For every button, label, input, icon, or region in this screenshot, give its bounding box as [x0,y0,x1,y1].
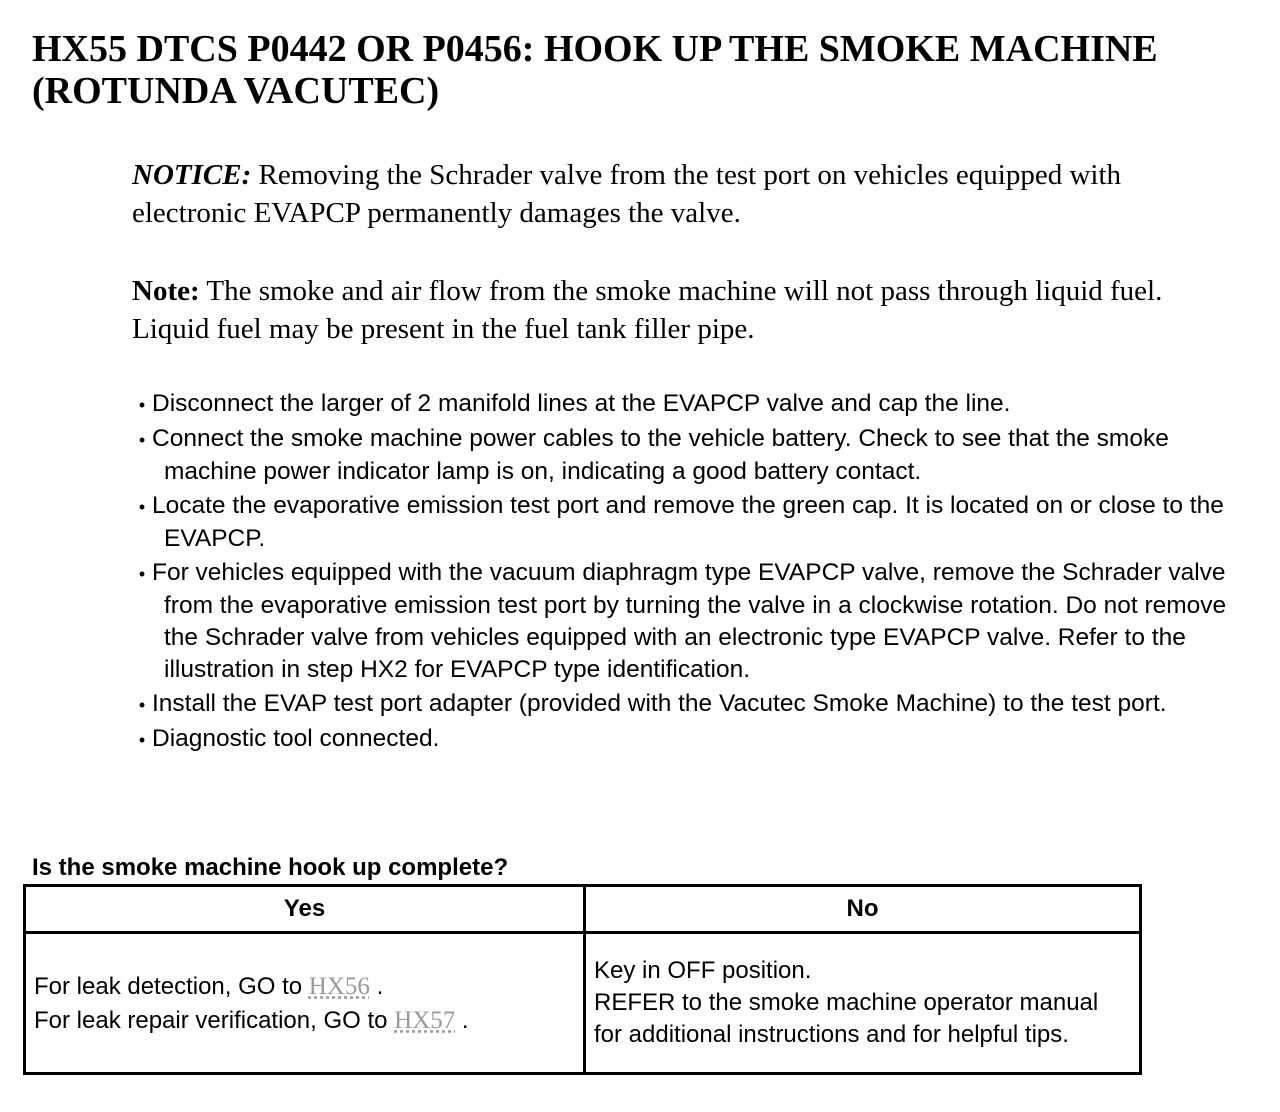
table-header-row [25,886,1141,933]
step-item [112,688,1242,721]
step-text: Install the EVAP test port adapter (provided with the Vacutec Smoke Machine) to the test port. [152,690,1167,717]
yes-header: Yes [25,886,585,933]
yes-line-2-text: For leak repair verification, GO to [34,1007,395,1034]
page-title-line-2: (ROTUNDA VACUTEC) [32,70,440,112]
yes-line-1-text: For leak detection, GO to [34,973,309,1000]
hx56-link[interactable]: HX56 [308,973,370,1000]
bullet-icon: • [138,395,146,415]
no-line-1: Key in OFF position. [594,957,812,984]
hx57-link[interactable]: HX57 [394,1007,456,1034]
step-text: Diagnostic tool connected. [152,725,440,752]
step-text: For vehicles equipped with the vacuum diaphragm type EVAPCP valve, remove the Schrader valve from the evaporative emission test port by turning the valve in a clockwise rotation. Do not remove the Schrader valve from vehicles equipped with an electronic type EVAPCP valve. Refer to the illustration in step HX2 for EVAPCP type identification. [152,559,1227,683]
step-item [112,388,1242,421]
yes-line-1-suffix: . [369,973,384,1000]
step-item [112,557,1242,686]
bullet-icon: • [138,695,146,715]
yes-cell [25,933,585,1074]
yes-line-2 [34,1003,575,1037]
no-cell [585,933,1141,1074]
step-text: Locate the evaporative emission test port and remove the green cap. It is located on or close to the EVAPCP. [152,492,1224,552]
bullet-icon: • [138,497,146,517]
bullet-icon: • [138,564,146,584]
step-item [112,723,1242,756]
page-title [32,28,1252,112]
notice-block [132,156,1242,232]
step-item [112,423,1242,488]
bullet-icon: • [138,430,146,450]
yes-line-1 [34,969,575,1003]
note-label: Note: [132,275,200,307]
step-item [112,490,1242,555]
decision-table [23,884,1142,1075]
note-text: The smoke and air flow from the smoke machine will not pass through liquid fuel. Liquid fuel may be present in the fuel tank filler pipe. [132,275,1163,345]
notice-text: Removing the Schrader valve from the test port on vehicles equipped with electronic EVAPCP permanently damages the valve. [132,159,1122,229]
step-text: Disconnect the larger of 2 manifold lines at the EVAPCP valve and cap the line. [152,390,1011,417]
no-line-2: REFER to the smoke machine operator manual for additional instructions and for helpful tips. [594,989,1099,1048]
step-text: Connect the smoke machine power cables to the vehicle battery. Check to see that the smoke machine power indicator lamp is on, indicating a good battery contact. [152,425,1169,485]
no-header: No [585,886,1141,933]
page-title-line-1: HX55 DTCS P0442 OR P0456: HOOK UP THE SMOKE MACHINE [32,28,1158,70]
decision-question: Is the smoke machine hook up complete? [32,854,509,881]
yes-line-2-suffix: . [455,1007,469,1034]
notice-label: NOTICE: [132,159,252,191]
table-row [25,933,1141,1074]
bullet-icon: • [138,730,146,750]
procedure-steps [112,388,1242,758]
note-block [132,272,1242,348]
